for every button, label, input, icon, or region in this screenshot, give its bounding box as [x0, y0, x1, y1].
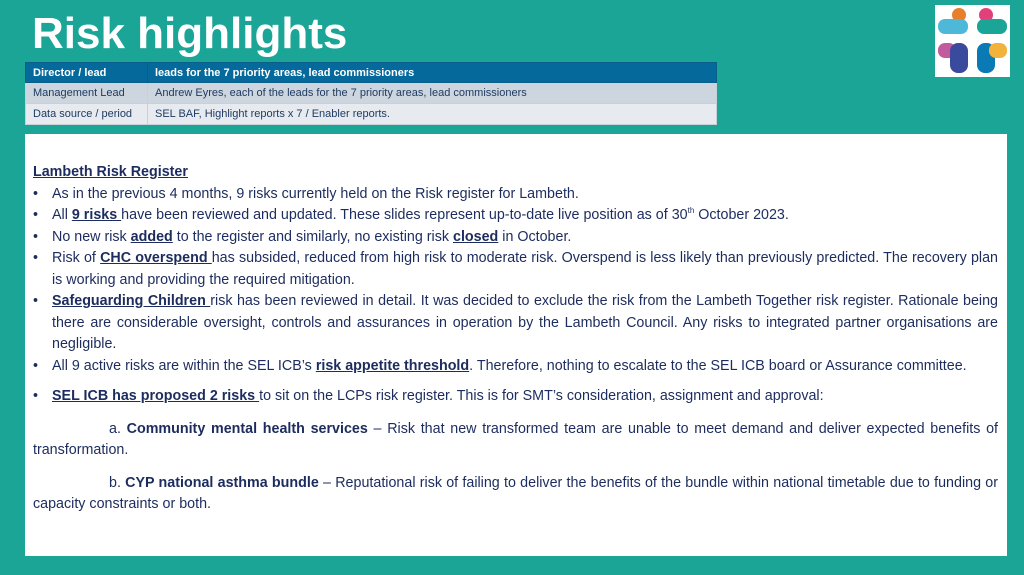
sub-item-title: Community mental health services [126, 420, 368, 437]
table-row [26, 104, 717, 125]
bullet-icon: • [33, 388, 39, 404]
content-text [33, 162, 998, 516]
superscript: th [687, 206, 695, 216]
bullet-icon: • [33, 357, 39, 374]
sub-item [33, 473, 998, 516]
logo-bar-right-top [977, 19, 1007, 34]
bullet-text: to the register and similarly, no existing risk [172, 228, 453, 245]
logo-bar-left-top [938, 19, 968, 34]
bullet-text: to sit on the LCPs risk register. This is for SMT’s consideration, assignment and approval: [259, 388, 824, 404]
sub-item-title: CYP national asthma bundle [125, 474, 319, 491]
bullet-text: has subsided, reduced from high risk to moderate risk. Overspend is less likely than previously predicted. The recovery plan is working and providing the required mitigation. [52, 250, 998, 288]
bullet-icon: • [33, 250, 39, 266]
sub-item-prefix: a. [109, 420, 127, 437]
bullet-text: in October. [498, 228, 572, 245]
table-row [26, 63, 717, 83]
bullet-icon: • [33, 293, 39, 309]
table-row [26, 83, 717, 104]
bullet-text: October 2023. [694, 207, 789, 223]
emphasis-added: added [130, 228, 173, 245]
logo-stem-left [950, 43, 968, 73]
bullet-icon: • [33, 228, 39, 245]
bullet-item [33, 386, 998, 408]
emphasis-chc-overspend: CHC overspend [100, 250, 212, 266]
row-label: Director / lead [26, 63, 148, 83]
bullet-text: As in the previous 4 months, 9 risks currently held on the Risk register for Lambeth. [52, 185, 579, 202]
row-label: Data source / period [26, 104, 148, 125]
sub-item-prefix: b. [109, 474, 126, 491]
bullet-item [33, 248, 998, 291]
bullet-text: risk has been reviewed in detail. It was decided to exclude the risk from the Lambeth Together risk register. Rationale being there are considerable oversight, controls and assurances in operation by the Lambeth Council. Any risks to integrated partner organisations are negligible. [52, 293, 999, 352]
row-label: Management Lead [26, 83, 148, 104]
bullet-text: All 9 active risks are within the SEL ICB’s [52, 357, 316, 374]
row-value: leads for the 7 priority areas, lead commissioners [148, 63, 717, 83]
sub-item-text: – Risk that new transformed team are unable to meet demand and deliver expected benefits of transformation. [33, 420, 998, 458]
bullet-item [33, 184, 998, 206]
emphasis-risk-appetite: risk appetite threshold [315, 357, 470, 374]
bullet-text: have been reviewed and updated. These slides represent up-to-date live position as of 30 [121, 207, 688, 223]
bullet-text: Risk of [52, 250, 101, 266]
nhs-logo [935, 5, 1010, 77]
link-9-risks: 9 risks [71, 207, 122, 223]
bullet-item [33, 205, 998, 227]
bullet-text: All [52, 207, 72, 223]
sub-item-text: – Reputational risk of failing to deliver the benefits of the bundle within national timetable due to funding or capacity constraints or both. [33, 474, 998, 512]
bullet-text: No new risk [52, 228, 131, 245]
emphasis-closed: closed [453, 228, 499, 245]
sub-item [33, 419, 998, 462]
bullet-icon: • [33, 185, 39, 202]
bullet-item [33, 356, 998, 378]
bullet-text: . Therefore, nothing to escalate to the SEL ICB board or Assurance committee. [469, 357, 967, 374]
bullet-item [33, 227, 998, 249]
bullet-item [33, 291, 998, 356]
integrated-care-cross-logo-icon [935, 5, 1010, 77]
emphasis-safeguarding: Safeguarding Children [52, 293, 211, 309]
row-value: SEL BAF, Highlight reports x 7 / Enabler reports. [148, 104, 717, 125]
logo-bar-right-bottom [989, 43, 1007, 58]
info-table [25, 62, 717, 125]
page-title: Risk highlights [32, 9, 348, 58]
row-value: Andrew Eyres, each of the leads for the 7 priority areas, lead commissioners [148, 83, 717, 104]
section-heading: Lambeth Risk Register [33, 164, 188, 180]
content-panel [25, 134, 1007, 556]
bullet-icon: • [33, 207, 39, 223]
emphasis-sel-icb: SEL ICB has proposed 2 risks [52, 388, 260, 404]
